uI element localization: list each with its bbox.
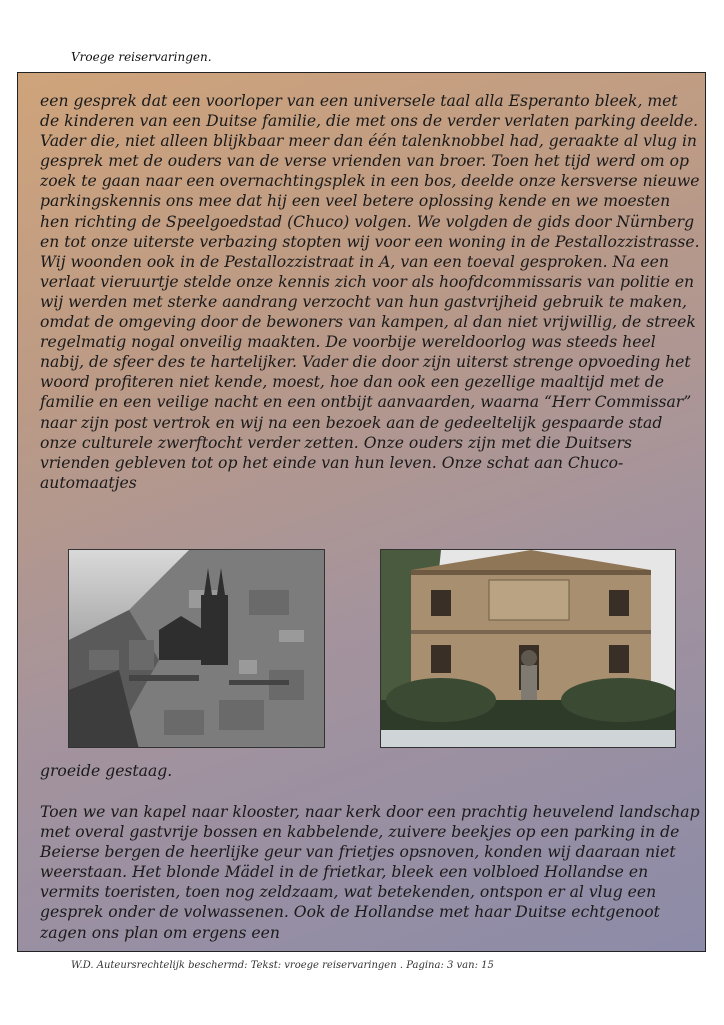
document-header: Vroege reiservaringen. [71,50,212,64]
content-panel [17,72,706,952]
paragraph-1: een gesprek dat een voorloper van een universele taal alla Esperanto bleek, met de kinderen van een Duitse familie, die met ons de verder verlaten parking deelde. Vader die, niet alleen blijkbaar meer dan één talenknobbel had, geraakte al vlug in gesprek met de ouders van de verse vrienden van broer. Toen het tijd werd om op zoek te gaan naar een overnachtingsplek in een bos, deelde onze kersverse nieuwe parkingskennis ons mee dat hij een veel betere oplossing kende en we moesten hen richting de Speelgoedstad (Chuco) volgen. We volgden de gids door Nürnberg en tot onze uiterste verbazing stopten wij voor een woning in de Pestallozzistrasse. Wij woonden ook in de Pestallozzistraat in A, van een toeval gesproken. Na een verlaat vieruurtje stelde onze kennis zich voor als hoofdcommissaris van politie en wij werden met sterke aandrang verzocht van hun gastvrijheid gebruik te maken, omdat de omgeving door de bewoners van kampen, al dan niet vrijwillig, de streek regelmatig nogal onveilig maakten. De voorbije wereldoorlog was steeds heel nabij, de sfeer des te hartelijker. Vader die door zijn uiterst strenge opvoeding het woord profiteren niet kende, moest, hoe dan ook een gezellige maaltijd met de familie en een veilige nacht en een ontbijt aanvaarden, waarna “Herr Commissar” naar zijn post vertrok en wij na een bezoek aan de gedeeltelijk gespaarde stad onze culturele zwerftocht verder zetten. Onze ouders zijn met die Duitsers vrienden gebleven tot op het einde van hun leven. Onze schat aan Chuco-automaatjes [40,92,700,492]
paragraph-2: Toen we van kapel naar klooster, naar kerk door een prachtig heuvelend landschap met overal gastvrije bossen en kabbelende, zuivere beekjes op een parking in de Beierse bergen de heerlijke geur van frietjes opsnoven, konden wij daaraan niet weerstaan. Het blonde Mädel in de frietkar, bleek een volbloed Hollandse en vermits toeristen, toen nog zeldzaam, wat betekenden, ontspon er al vlug een gesprek onder de volwassenen. Ook de Hollandse met haar Duitse echtgenoot zagen ons plan om ergens een [40,803,700,942]
document-footer: W.D. Auteursrechtelijk beschermd: Tekst: vroege reiservaringen . Pagina: 3 van: 15 [71,960,494,971]
photo-villa-facade [380,549,676,748]
paragraph-continuation: groeide gestaag. [40,762,173,780]
photo-cologne-cathedral-ruins [68,549,325,748]
